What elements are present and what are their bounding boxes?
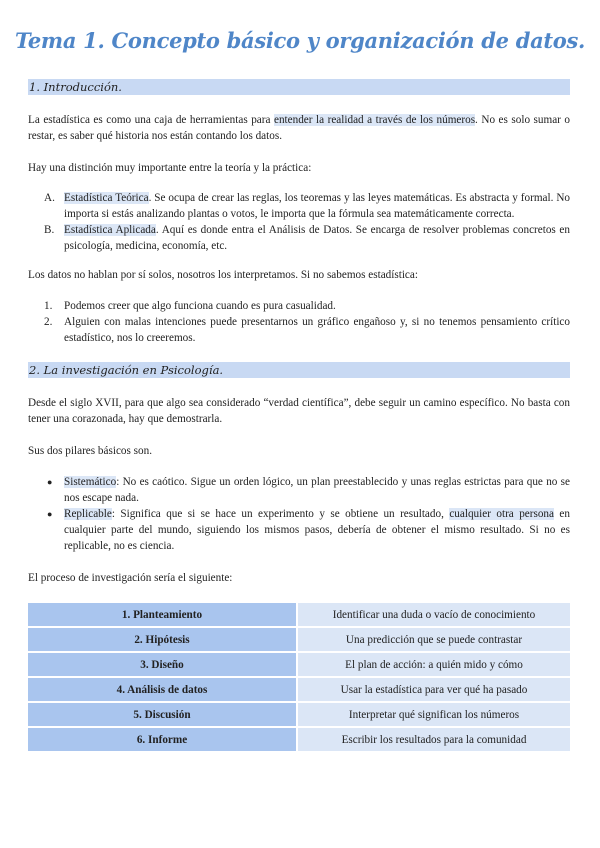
pillars-intro: Sus dos pilares básicos son. bbox=[28, 445, 152, 457]
pillar-description: : No es caótico. Sigue un orden lógico, un plan preestablecido y unas reglas estrictas para que no se nos escape nada. bbox=[64, 476, 570, 504]
process-intro: El proceso de investigación sería el siguiente: bbox=[28, 572, 233, 584]
list-marker: A. bbox=[44, 192, 55, 204]
warning-paragraph: Los datos no hablan por sí solos, nosotros los interpretamos. Si no sabemos estadística: bbox=[28, 269, 418, 281]
section-heading-investigacion: 2. La investigación en Psicología. bbox=[28, 362, 570, 378]
section-heading-introduccion: 1. Introducción. bbox=[28, 79, 570, 95]
table-row bbox=[28, 628, 570, 651]
process-description: Usar la estadística para ver qué ha pasado bbox=[298, 678, 570, 701]
process-description: Interpretar qué significan los números bbox=[298, 703, 570, 726]
term-replicable: Replicable bbox=[64, 508, 112, 520]
science-paragraph: Desde el siglo XVII, para que algo sea considerado “verdad científica”, debe seguir un camino específico. No basta con tener una corazonada, hay que demostrarla. bbox=[28, 397, 570, 425]
table-row bbox=[28, 703, 570, 726]
process-step: 1. Planteamiento bbox=[28, 603, 298, 626]
term-description: . Aquí es donde entra el Análisis de Datos. Se encarga de resolver problemas concretos en psicología, medicina, economía, etc. bbox=[64, 224, 570, 252]
list-marker: B. bbox=[44, 224, 55, 236]
process-step: 6. Informe bbox=[28, 728, 298, 751]
pillar-description-end: en cualquier parte del mundo, siguiendo los mismos pasos, debería de obtener el mismo resultado. Si no es replicable, no es ciencia. bbox=[64, 508, 570, 552]
risk-text: Podemos creer que algo funciona cuando es pura casualidad. bbox=[64, 300, 336, 312]
process-description: Identificar una duda o vacío de conocimiento bbox=[298, 603, 570, 626]
process-description: El plan de acción: a quién mido y cómo bbox=[298, 653, 570, 676]
process-description: Una predicción que se puede contrastar bbox=[298, 628, 570, 651]
process-description: Escribir los resultados para la comunidad bbox=[298, 728, 570, 751]
list-item bbox=[28, 314, 570, 346]
process-step: 3. Diseño bbox=[28, 653, 298, 676]
pillar-description-start: : Significa que si se hace un experimento y se obtiene un resultado, bbox=[111, 508, 450, 520]
intro-paragraph bbox=[28, 112, 570, 144]
term-description: . Se ocupa de crear las reglas, los teoremas y las leyes matemáticas. Es abstracta y formal. No importa si estás analizando plantas o votos, le importa que la fórmula sea matemáticamente correcta. bbox=[64, 192, 571, 220]
list-item bbox=[28, 190, 570, 222]
risks-list bbox=[28, 298, 570, 346]
table-row bbox=[28, 653, 570, 676]
term-systematic: Sistemático bbox=[64, 476, 117, 488]
intro-text-end: . No es solo sumar o restar, es saber qué historia nos están contando los datos. bbox=[28, 114, 571, 142]
list-marker: 2. bbox=[44, 316, 53, 328]
table-row bbox=[28, 728, 570, 751]
document-title: Tema 1. Concepto básico y organización de datos. bbox=[14, 28, 586, 53]
pillar-highlight: cualquier otra persona bbox=[449, 508, 554, 520]
process-step: 5. Discusión bbox=[28, 703, 298, 726]
list-item bbox=[28, 298, 570, 314]
table-row bbox=[28, 678, 570, 701]
list-item bbox=[28, 222, 570, 254]
intro-highlight: entender la realidad a través de los números bbox=[273, 114, 476, 126]
research-process-table bbox=[28, 601, 570, 753]
term-applied: Estadística Aplicada bbox=[64, 224, 156, 236]
distinction-paragraph: Hay una distinción muy importante entre la teoría y la práctica: bbox=[28, 162, 312, 174]
process-step: 4. Análisis de datos bbox=[28, 678, 298, 701]
bullet-icon: ● bbox=[47, 509, 53, 519]
risk-text: Alguien con malas intenciones puede presentarnos un gráfico engañoso y, si no tenemos pensamiento crítico estadístico, nos lo creeremos. bbox=[64, 316, 570, 344]
intro-text-start: La estadística es como una caja de herramientas para bbox=[28, 114, 274, 126]
list-marker: 1. bbox=[44, 300, 53, 312]
list-item bbox=[28, 474, 570, 506]
pillars-list bbox=[28, 474, 570, 554]
term-theoretical: Estadística Teórica bbox=[64, 192, 149, 204]
list-item bbox=[28, 506, 570, 554]
bullet-icon: ● bbox=[47, 477, 53, 487]
process-step: 2. Hipótesis bbox=[28, 628, 298, 651]
table-row bbox=[28, 603, 570, 626]
statistics-types-list bbox=[28, 190, 570, 254]
